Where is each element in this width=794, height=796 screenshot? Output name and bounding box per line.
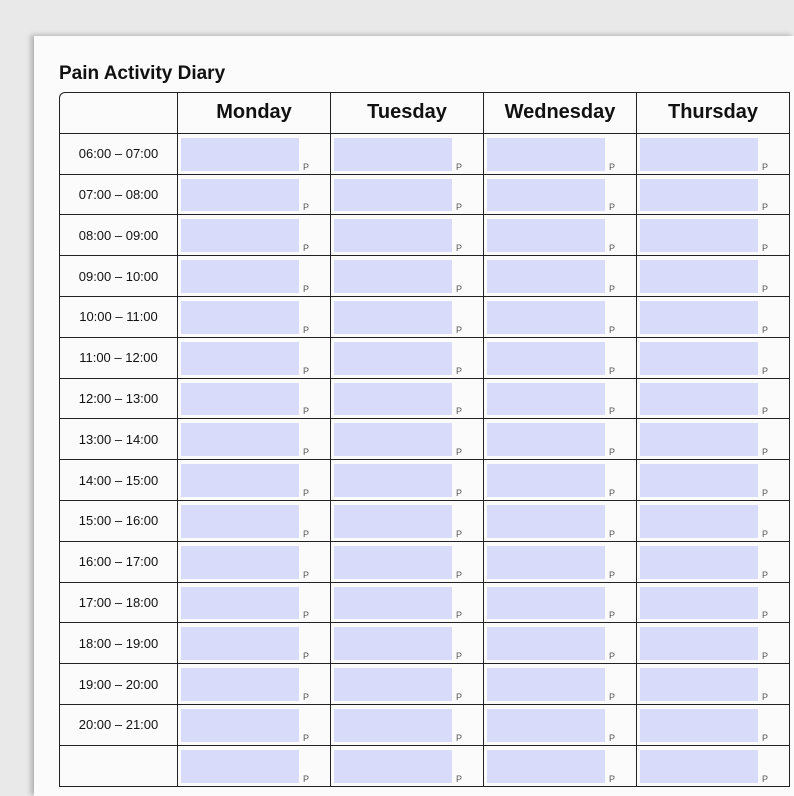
- activity-entry-field[interactable]: [487, 342, 605, 375]
- pain-score-label: P: [455, 243, 462, 254]
- activity-entry-field[interactable]: [334, 709, 452, 742]
- diary-entry-cell: [637, 379, 790, 420]
- diary-entry-cell: [637, 623, 790, 664]
- activity-entry-field[interactable]: [640, 219, 758, 252]
- pain-score-label: P: [302, 202, 309, 213]
- time-slot-label: 08:00 – 09:00: [60, 215, 178, 256]
- diary-entry-cell: [331, 134, 484, 175]
- diary-entry-cell: [484, 542, 637, 583]
- pain-score-label: P: [761, 365, 768, 376]
- diary-entry-cell: [637, 583, 790, 624]
- pain-score-label: P: [608, 569, 615, 580]
- diary-entry-cell: [178, 215, 331, 256]
- activity-entry-field[interactable]: [640, 668, 758, 701]
- diary-entry-cell: [331, 379, 484, 420]
- activity-entry-field[interactable]: [181, 423, 299, 456]
- activity-entry-field[interactable]: [487, 423, 605, 456]
- diary-entry-cell: [331, 501, 484, 542]
- time-slot-label: 13:00 – 14:00: [60, 419, 178, 460]
- diary-grid: [59, 92, 790, 787]
- activity-entry-field[interactable]: [181, 709, 299, 742]
- pain-score-label: P: [761, 161, 768, 172]
- activity-entry-field[interactable]: [487, 709, 605, 742]
- pain-score-label: P: [761, 651, 768, 662]
- activity-entry-field[interactable]: [334, 505, 452, 538]
- pain-score-label: P: [761, 243, 768, 254]
- activity-entry-field[interactable]: [334, 301, 452, 334]
- pain-score-label: P: [455, 651, 462, 662]
- activity-entry-field[interactable]: [334, 260, 452, 293]
- diary-entry-cell: [637, 338, 790, 379]
- diary-entry-cell: [331, 256, 484, 297]
- pain-score-label: P: [761, 732, 768, 743]
- pain-score-label: P: [302, 487, 309, 498]
- pain-score-label: P: [455, 610, 462, 621]
- activity-entry-field[interactable]: [487, 301, 605, 334]
- diary-entry-cell: [178, 746, 331, 787]
- pain-score-label: P: [455, 773, 462, 784]
- diary-entry-cell: [484, 746, 637, 787]
- day-header: Monday: [178, 93, 331, 134]
- activity-entry-field[interactable]: [181, 627, 299, 660]
- pain-score-label: P: [302, 610, 309, 621]
- activity-entry-field[interactable]: [640, 383, 758, 416]
- day-header: Thursday: [637, 93, 790, 134]
- diary-entry-cell: [484, 338, 637, 379]
- activity-entry-field[interactable]: [640, 342, 758, 375]
- pain-score-label: P: [455, 569, 462, 580]
- pain-score-label: P: [608, 651, 615, 662]
- pain-score-label: P: [608, 528, 615, 539]
- pain-score-label: P: [761, 283, 768, 294]
- activity-entry-field[interactable]: [487, 219, 605, 252]
- activity-entry-field[interactable]: [640, 750, 758, 783]
- pain-score-label: P: [455, 487, 462, 498]
- pain-score-label: P: [455, 447, 462, 458]
- diary-entry-cell: [178, 501, 331, 542]
- activity-entry-field[interactable]: [640, 505, 758, 538]
- diary-entry-cell: [484, 379, 637, 420]
- diary-entry-cell: [637, 460, 790, 501]
- activity-entry-field[interactable]: [334, 219, 452, 252]
- diary-entry-cell: [637, 215, 790, 256]
- pain-score-label: P: [761, 691, 768, 702]
- activity-entry-field[interactable]: [640, 423, 758, 456]
- pain-score-label: P: [455, 324, 462, 335]
- activity-entry-field[interactable]: [334, 627, 452, 660]
- activity-entry-field[interactable]: [334, 546, 452, 579]
- activity-entry-field[interactable]: [334, 383, 452, 416]
- pain-score-label: P: [608, 610, 615, 621]
- time-slot-label: 06:00 – 07:00: [60, 134, 178, 175]
- pain-score-label: P: [455, 691, 462, 702]
- diary-entry-cell: [484, 705, 637, 746]
- activity-entry-field[interactable]: [487, 505, 605, 538]
- activity-entry-field[interactable]: [640, 464, 758, 497]
- time-slot-label: 16:00 – 17:00: [60, 542, 178, 583]
- pain-score-label: P: [608, 773, 615, 784]
- activity-entry-field[interactable]: [487, 179, 605, 212]
- diary-entry-cell: [331, 623, 484, 664]
- pain-score-label: P: [761, 773, 768, 784]
- diary-entry-cell: [484, 134, 637, 175]
- diary-entry-cell: [331, 297, 484, 338]
- diary-entry-cell: [331, 705, 484, 746]
- diary-entry-cell: [637, 501, 790, 542]
- diary-entry-cell: [331, 338, 484, 379]
- activity-entry-field[interactable]: [640, 709, 758, 742]
- activity-entry-field[interactable]: [487, 668, 605, 701]
- pain-score-label: P: [302, 283, 309, 294]
- pain-score-label: P: [761, 447, 768, 458]
- time-slot-label: 20:00 – 21:00: [60, 705, 178, 746]
- diary-entry-cell: [178, 583, 331, 624]
- diary-entry-cell: [178, 379, 331, 420]
- pain-score-label: P: [302, 447, 309, 458]
- time-slot-label: 14:00 – 15:00: [60, 460, 178, 501]
- diary-entry-cell: [331, 419, 484, 460]
- pain-score-label: P: [761, 487, 768, 498]
- activity-entry-field[interactable]: [487, 138, 605, 171]
- pain-score-label: P: [302, 324, 309, 335]
- activity-entry-field[interactable]: [640, 138, 758, 171]
- diary-entry-cell: [178, 419, 331, 460]
- diary-entry-cell: [484, 215, 637, 256]
- activity-entry-field[interactable]: [487, 750, 605, 783]
- diary-entry-cell: [331, 175, 484, 216]
- activity-entry-field[interactable]: [334, 464, 452, 497]
- diary-sheet: [34, 36, 794, 796]
- time-slot-label: 11:00 – 12:00: [60, 338, 178, 379]
- diary-entry-cell: [484, 297, 637, 338]
- diary-entry-cell: [484, 501, 637, 542]
- diary-entry-cell: [637, 256, 790, 297]
- pain-score-label: P: [302, 161, 309, 172]
- diary-entry-cell: [484, 623, 637, 664]
- diary-entry-cell: [178, 297, 331, 338]
- pain-score-label: P: [302, 406, 309, 417]
- diary-entry-cell: [178, 460, 331, 501]
- diary-entry-cell: [484, 419, 637, 460]
- activity-entry-field[interactable]: [640, 546, 758, 579]
- pain-score-label: P: [608, 447, 615, 458]
- diary-entry-cell: [178, 623, 331, 664]
- time-slot-label: 15:00 – 16:00: [60, 501, 178, 542]
- activity-entry-field[interactable]: [334, 138, 452, 171]
- diary-entry-cell: [331, 746, 484, 787]
- activity-entry-field[interactable]: [181, 383, 299, 416]
- activity-entry-field[interactable]: [640, 627, 758, 660]
- activity-entry-field[interactable]: [334, 423, 452, 456]
- pain-score-label: P: [302, 528, 309, 539]
- time-slot-label: 12:00 – 13:00: [60, 379, 178, 420]
- diary-entry-cell: [484, 664, 637, 705]
- activity-entry-field[interactable]: [487, 464, 605, 497]
- pain-score-label: P: [455, 283, 462, 294]
- activity-entry-field[interactable]: [181, 301, 299, 334]
- activity-entry-field[interactable]: [181, 179, 299, 212]
- pain-score-label: P: [608, 365, 615, 376]
- pain-score-label: P: [302, 651, 309, 662]
- activity-entry-field[interactable]: [181, 342, 299, 375]
- pain-score-label: P: [608, 243, 615, 254]
- diary-entry-cell: [331, 460, 484, 501]
- diary-entry-cell: [178, 175, 331, 216]
- pain-score-label: P: [455, 732, 462, 743]
- activity-entry-field[interactable]: [181, 587, 299, 620]
- pain-score-label: P: [608, 406, 615, 417]
- activity-entry-field[interactable]: [334, 179, 452, 212]
- time-slot-label: 10:00 – 11:00: [60, 297, 178, 338]
- time-slot-label: 18:00 – 19:00: [60, 623, 178, 664]
- activity-entry-field[interactable]: [181, 750, 299, 783]
- diary-entry-cell: [178, 542, 331, 583]
- activity-entry-field[interactable]: [181, 464, 299, 497]
- diary-entry-cell: [484, 583, 637, 624]
- pain-score-label: P: [455, 365, 462, 376]
- pain-score-label: P: [608, 487, 615, 498]
- time-slot-label: 19:00 – 20:00: [60, 664, 178, 705]
- pain-score-label: P: [761, 324, 768, 335]
- pain-score-label: P: [761, 406, 768, 417]
- activity-entry-field[interactable]: [640, 260, 758, 293]
- diary-entry-cell: [178, 256, 331, 297]
- diary-entry-cell: [637, 664, 790, 705]
- diary-entry-cell: [637, 419, 790, 460]
- activity-entry-field[interactable]: [181, 668, 299, 701]
- pain-score-label: P: [608, 283, 615, 294]
- diary-entry-cell: [637, 134, 790, 175]
- pain-score-label: P: [455, 202, 462, 213]
- activity-entry-field[interactable]: [334, 587, 452, 620]
- activity-entry-field[interactable]: [487, 546, 605, 579]
- pain-score-label: P: [761, 528, 768, 539]
- pain-score-label: P: [608, 732, 615, 743]
- diary-entry-cell: [178, 664, 331, 705]
- pain-score-label: P: [761, 569, 768, 580]
- activity-entry-field[interactable]: [181, 505, 299, 538]
- page-title: Pain Activity Diary: [59, 63, 226, 84]
- diary-entry-cell: [484, 256, 637, 297]
- activity-entry-field[interactable]: [334, 342, 452, 375]
- pain-score-label: P: [761, 202, 768, 213]
- diary-entry-cell: [637, 175, 790, 216]
- pain-score-label: P: [302, 773, 309, 784]
- activity-entry-field[interactable]: [640, 179, 758, 212]
- activity-entry-field[interactable]: [487, 383, 605, 416]
- day-header: Wednesday: [484, 93, 637, 134]
- activity-entry-field[interactable]: [640, 587, 758, 620]
- activity-entry-field[interactable]: [334, 668, 452, 701]
- activity-entry-field[interactable]: [334, 750, 452, 783]
- pain-score-label: P: [608, 161, 615, 172]
- pain-score-label: P: [302, 732, 309, 743]
- day-header: Tuesday: [331, 93, 484, 134]
- activity-entry-field[interactable]: [181, 260, 299, 293]
- diary-entry-cell: [484, 460, 637, 501]
- activity-entry-field[interactable]: [487, 627, 605, 660]
- diary-entry-cell: [637, 705, 790, 746]
- activity-entry-field[interactable]: [181, 138, 299, 171]
- time-slot-label: 17:00 – 18:00: [60, 583, 178, 624]
- diary-entry-cell: [484, 175, 637, 216]
- diary-entry-cell: [178, 338, 331, 379]
- pain-score-label: P: [302, 365, 309, 376]
- pain-score-label: P: [455, 161, 462, 172]
- corner-cell: [60, 93, 178, 134]
- pain-score-label: P: [302, 243, 309, 254]
- diary-entry-cell: [178, 134, 331, 175]
- pain-score-label: P: [608, 324, 615, 335]
- diary-entry-cell: [331, 583, 484, 624]
- pain-score-label: P: [302, 691, 309, 702]
- diary-entry-cell: [331, 542, 484, 583]
- time-slot-label: 07:00 – 08:00: [60, 175, 178, 216]
- diary-entry-cell: [637, 542, 790, 583]
- time-slot-label: [60, 746, 178, 787]
- pain-score-label: P: [608, 202, 615, 213]
- activity-entry-field[interactable]: [181, 546, 299, 579]
- pain-score-label: P: [455, 406, 462, 417]
- diary-entry-cell: [637, 297, 790, 338]
- activity-entry-field[interactable]: [181, 219, 299, 252]
- time-slot-label: 09:00 – 10:00: [60, 256, 178, 297]
- pain-score-label: P: [455, 528, 462, 539]
- diary-entry-cell: [637, 746, 790, 787]
- activity-entry-field[interactable]: [640, 301, 758, 334]
- pain-score-label: P: [761, 610, 768, 621]
- diary-entry-cell: [178, 705, 331, 746]
- diary-entry-cell: [331, 664, 484, 705]
- pain-score-label: P: [608, 691, 615, 702]
- activity-entry-field[interactable]: [487, 260, 605, 293]
- diary-entry-cell: [331, 215, 484, 256]
- pain-score-label: P: [302, 569, 309, 580]
- activity-entry-field[interactable]: [487, 587, 605, 620]
